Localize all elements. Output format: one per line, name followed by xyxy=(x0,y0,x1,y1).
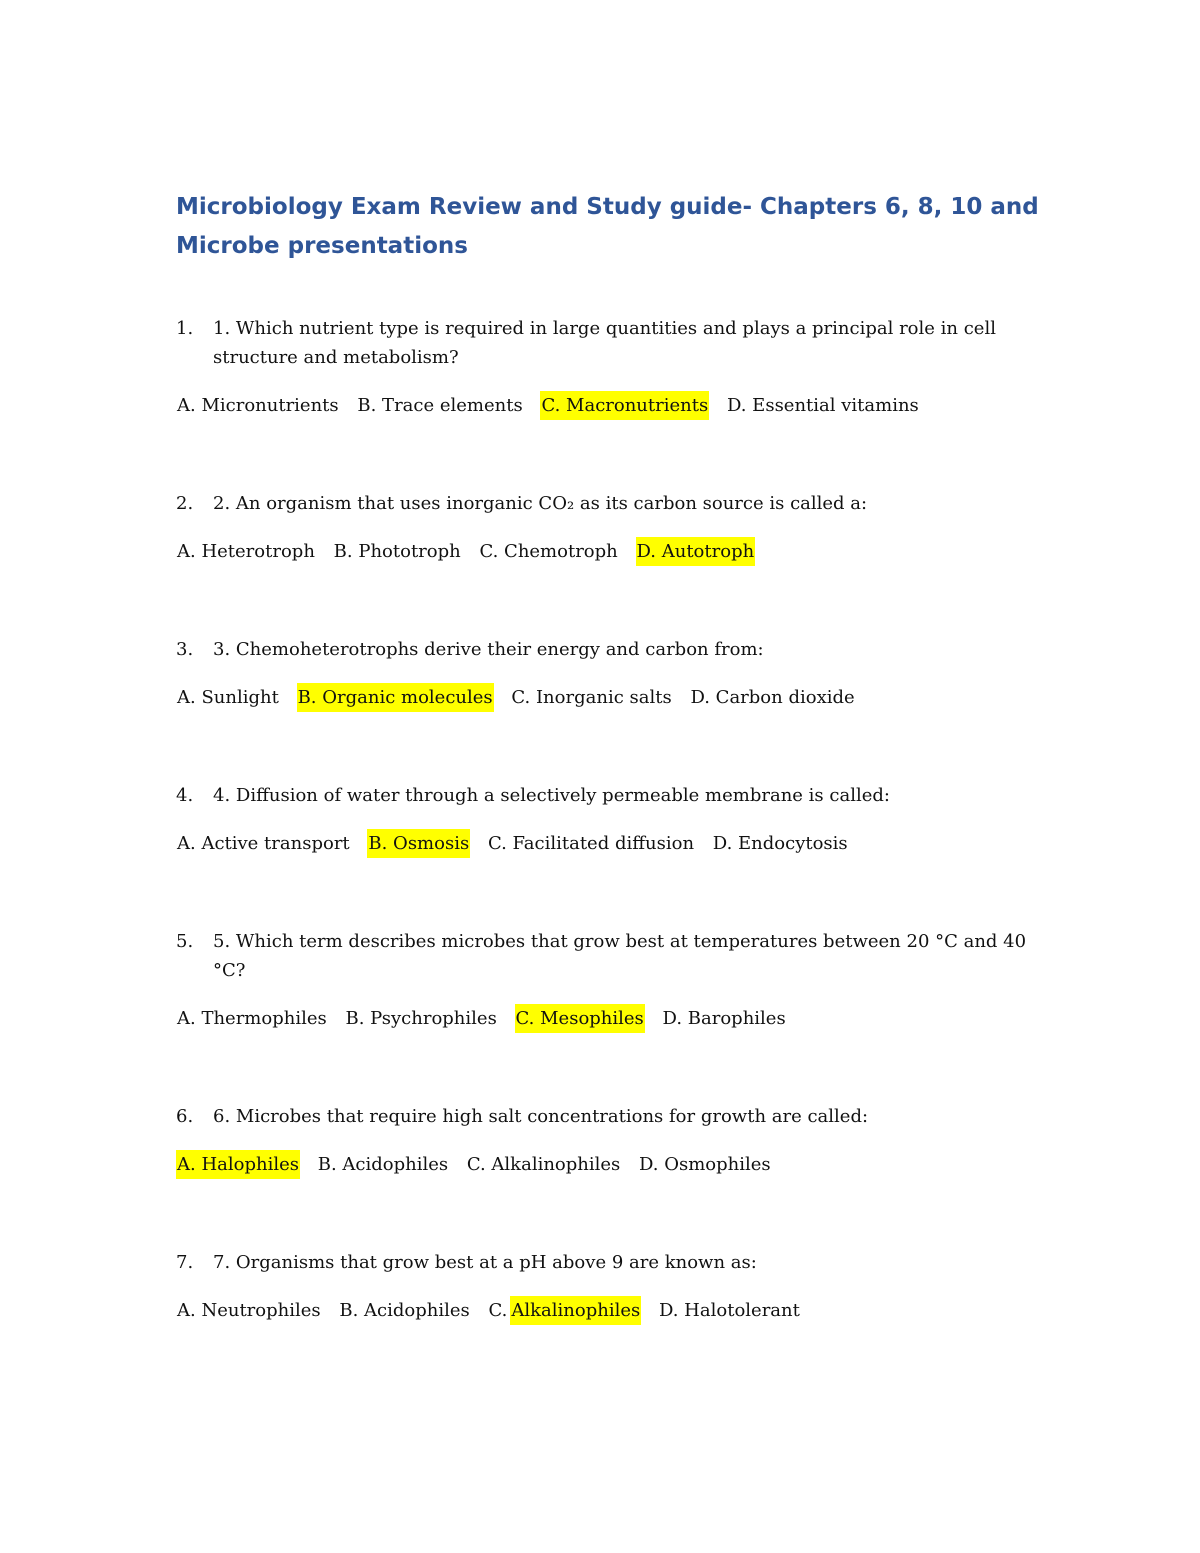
option-b: B. Trace elements xyxy=(357,395,523,416)
option-c: C. Chemotroph xyxy=(479,541,618,562)
answer-options xyxy=(176,1296,1036,1325)
option-c-letter: C. xyxy=(488,1300,508,1321)
question-text: 5. Which term describes microbes that grow best at temperatures between 20 °C and 40 °C? xyxy=(213,931,1027,981)
question-text: 4. Diffusion of water through a selectively permeable membrane is called: xyxy=(213,785,890,806)
question-text: 6. Microbes that require high salt concentrations for growth are called: xyxy=(213,1106,869,1127)
option-a: A. Thermophiles xyxy=(177,1008,327,1029)
option-d: D. Halotolerant xyxy=(658,1300,800,1321)
question-4 xyxy=(176,781,1036,858)
option-d: D. Endocytosis xyxy=(712,833,848,854)
question-number: 6. xyxy=(176,1106,194,1127)
question-number: 1. xyxy=(176,318,194,339)
option-a: A. Active transport xyxy=(177,833,350,854)
question-text: 2. An organism that uses inorganic CO₂ as its carbon source is called a: xyxy=(213,493,868,514)
answer-options xyxy=(176,1150,1036,1179)
answer-options xyxy=(176,829,1036,858)
option-d: D. Carbon dioxide xyxy=(690,687,855,708)
question-number: 5. xyxy=(176,931,194,952)
question-5 xyxy=(176,927,1036,1033)
option-c-highlighted-answer: C. Macronutrients xyxy=(540,391,709,420)
question-1 xyxy=(176,314,1036,420)
option-a: A. Sunlight xyxy=(177,687,279,708)
answer-options xyxy=(176,391,1036,420)
question-2 xyxy=(176,489,1036,566)
question-3 xyxy=(176,635,1036,712)
option-a: A. Neutrophiles xyxy=(177,1300,321,1321)
option-b: B. Acidophiles xyxy=(339,1300,470,1321)
option-c-highlighted-answer: Alkalinophiles xyxy=(510,1296,641,1325)
answer-options xyxy=(176,537,1036,566)
option-b-highlighted-answer: B. Osmosis xyxy=(367,829,470,858)
question-number: 2. xyxy=(176,493,194,514)
option-a: A. Micronutrients xyxy=(177,395,339,416)
page-title: Microbiology Exam Review and Study guide- Chapters 6, 8, 10 and Microbe presentations xyxy=(176,194,1039,259)
question-number: 3. xyxy=(176,639,194,660)
question-number: 7. xyxy=(176,1252,194,1273)
answer-options xyxy=(176,683,1036,712)
question-text: 3. Chemoheterotrophs derive their energy and carbon from: xyxy=(213,639,764,660)
option-b: B. Phototroph xyxy=(333,541,461,562)
option-a: A. Heterotroph xyxy=(177,541,315,562)
option-d-highlighted-answer: D. Autotroph xyxy=(636,537,756,566)
question-6 xyxy=(176,1102,1036,1179)
option-c-highlighted-answer: C. Mesophiles xyxy=(515,1004,645,1033)
option-c: C. Facilitated diffusion xyxy=(487,833,695,854)
question-text: 7. Organisms that grow best at a pH above 9 are known as: xyxy=(213,1252,757,1273)
option-b-highlighted-answer: B. Organic molecules xyxy=(297,683,494,712)
question-number: 4. xyxy=(176,785,194,806)
option-a-highlighted-answer: A. Halophiles xyxy=(176,1150,300,1179)
option-d: D. Barophiles xyxy=(662,1008,786,1029)
option-d: D. Essential vitamins xyxy=(726,395,919,416)
option-d: D. Osmophiles xyxy=(639,1154,771,1175)
answer-options xyxy=(176,1004,1036,1033)
option-b: B. Psychrophiles xyxy=(345,1008,497,1029)
option-c: C. Alkalinophiles xyxy=(466,1154,621,1175)
question-7 xyxy=(176,1248,1036,1325)
option-c: C. Inorganic salts xyxy=(511,687,672,708)
question-text: 1. Which nutrient type is required in large quantities and plays a principal role in cell structure and metabolism? xyxy=(213,318,996,368)
option-b: B. Acidophiles xyxy=(317,1154,449,1175)
